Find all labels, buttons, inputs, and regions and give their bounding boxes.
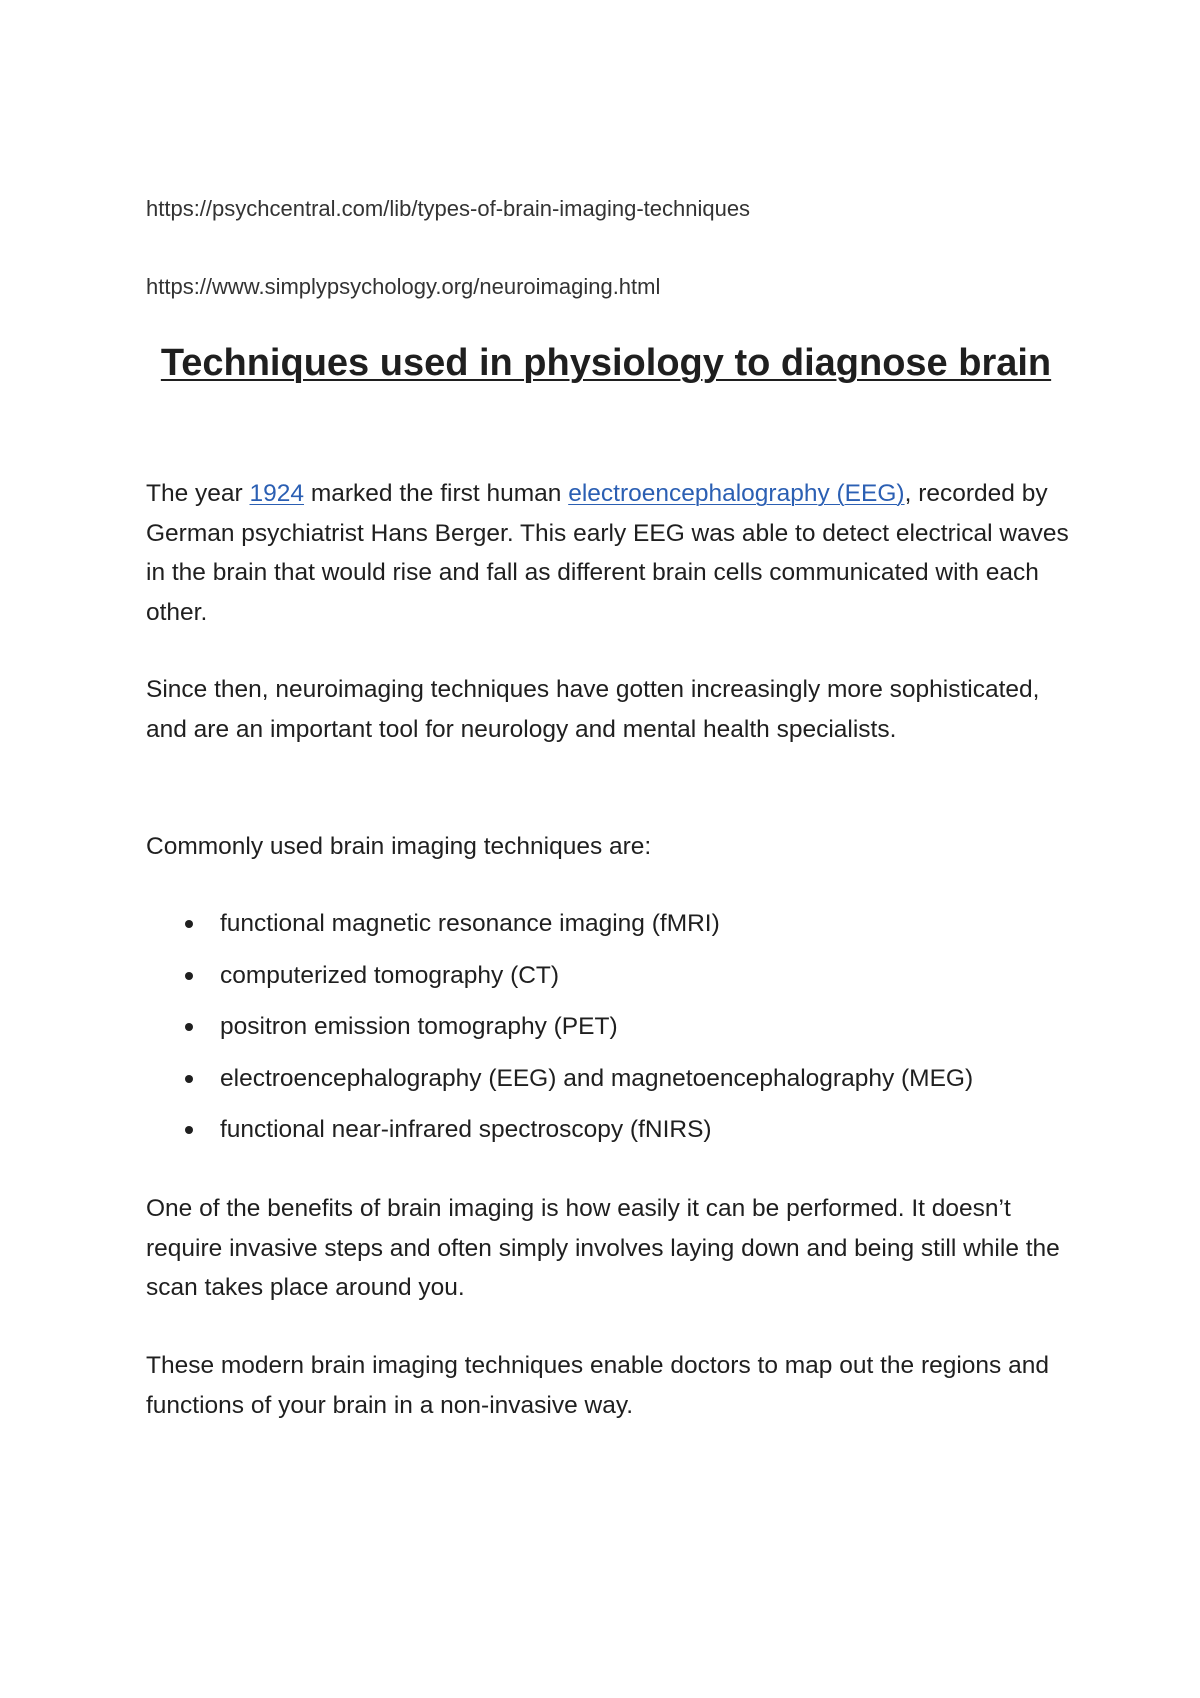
list-item: [146, 904, 1086, 956]
techniques-list: [146, 904, 1086, 1162]
list-item-text: functional near-infrared spectroscopy (fNIRS): [220, 1116, 712, 1143]
intro-paragraph: [146, 474, 1076, 632]
list-intro-paragraph: Commonly used brain imaging techniques are:: [146, 833, 652, 860]
source-url: https://psychcentral.com/lib/types-of-brain-imaging-techniques: [146, 196, 751, 221]
benefits-paragraph: One of the benefits of brain imaging is how easily it can be performed. It doesn’t require invasive steps and often simply involves laying down and being still while the scan takes place around you.: [146, 1195, 1060, 1301]
bullet-icon: [185, 972, 193, 980]
bullet-icon: [185, 1126, 193, 1134]
conclusion-paragraph: These modern brain imaging techniques enable doctors to map out the regions and functions of your brain in a non-invasive way.: [146, 1352, 1049, 1419]
list-item-text: functional magnetic resonance imaging (fMRI): [220, 910, 720, 937]
list-item: [146, 956, 1086, 1008]
bullet-icon: [185, 920, 193, 928]
bullet-icon: [185, 1023, 193, 1031]
year-1924-link[interactable]: 1924: [249, 480, 305, 507]
paragraph-text: The year: [146, 480, 250, 507]
neuroimaging-paragraph: Since then, neuroimaging techniques have gotten increasingly more sophisticated, and are an important tool for neurology and mental health specialists.: [146, 676, 1040, 743]
document-title: Techniques used in physiology to diagnose brain: [160, 342, 1052, 384]
list-item: [146, 1059, 1086, 1111]
paragraph-text: , recorded by German psychiatrist Hans Berger. This early EEG was able to detect electrical waves in the brain that would rise and fall as different brain cells communicated with each other.: [146, 480, 1069, 626]
eeg-link[interactable]: electroencephalography (EEG): [568, 480, 905, 507]
list-item-text: positron emission tomography (PET): [220, 1013, 618, 1040]
paragraph-text: marked the first human: [304, 480, 569, 507]
list-item-text: computerized tomography (CT): [220, 961, 560, 989]
list-item-text: electroencephalography (EEG) and magnetoencephalography (MEG): [220, 1064, 974, 1092]
list-item: [146, 1110, 1086, 1162]
bullet-icon: [185, 1075, 193, 1083]
list-item: [146, 1007, 1086, 1059]
source-url: https://www.simplypsychology.org/neuroimaging.html: [146, 274, 661, 299]
